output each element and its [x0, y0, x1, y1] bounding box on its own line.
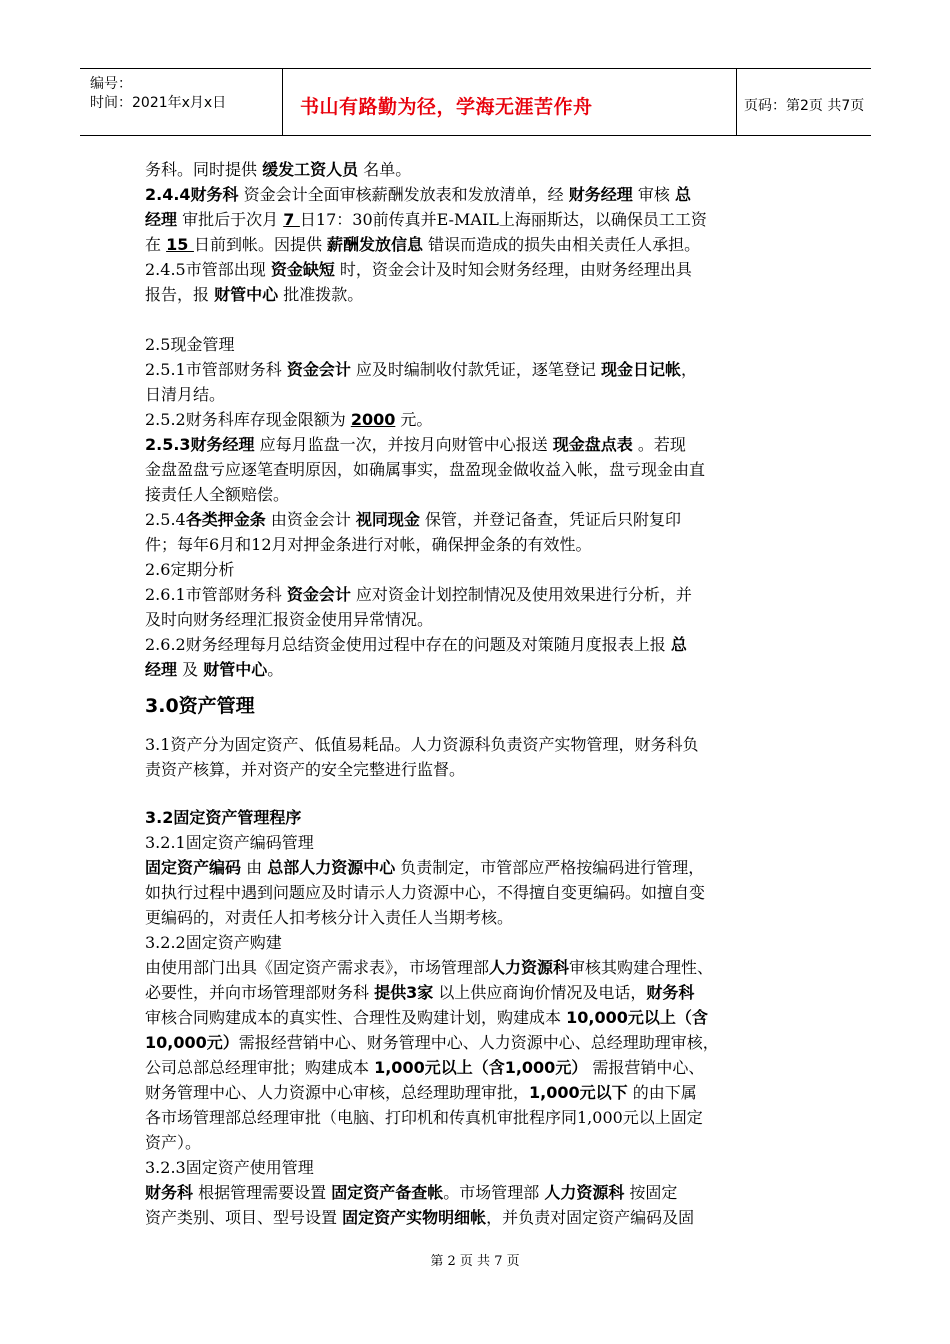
text-line: 审核合同购建成本的真实性、合理性及购建计划，购建成本 10,000元以上（含	[145, 1008, 708, 1027]
text-line: 接责任人全额赔偿。	[145, 485, 290, 504]
text-line: 2.5现金管理	[145, 335, 235, 354]
text-line: 经理 审批后于次月 7 日17：30前传真并E-MAIL上海丽斯达，以确保员工工资	[145, 210, 707, 229]
motto: 书山有路勤为径，学海无涯苦作舟	[300, 96, 593, 118]
text-line: 各市场管理部总经理审批（电脑、打印机和传真机审批程序同1,000元以上固定	[145, 1108, 703, 1127]
text-line: 必要性，并向市场管理部财务科 提供3家 以上供应商询价情况及电话，财务科	[145, 983, 695, 1002]
header-motto-cell	[282, 69, 737, 135]
text-line: 3.2.3固定资产使用管理	[145, 1158, 314, 1177]
text-line: 2.5.2财务科库存现金限额为 2000 元。	[145, 410, 433, 429]
text-line: 3.1资产分为固定资产、低值易耗品。人力资源科负责资产实物管理，财务科负	[145, 735, 699, 754]
text-line: 资产类别、项目、型号设置 固定资产实物明细帐，并负责对固定资产编码及固	[145, 1208, 695, 1227]
header-page-cell	[736, 69, 870, 135]
text-line: 2.5.3财务经理 应每月监盘一次，并按月向财管中心报送 现金盘点表 。若现	[145, 435, 686, 454]
text-line: 公司总部总经理审批；购建成本 1,000元以上（含1,000元） 需报营销中心、	[145, 1058, 705, 1077]
text-line: 及时向财务经理汇报资金使用异常情况。	[145, 610, 434, 629]
text-line: 如执行过程中遇到问题应及时请示人力资源中心，不得擅自变更编码。如擅自变	[145, 883, 706, 902]
text-line: 日清月结。	[145, 385, 226, 404]
section-heading: 3.0资产管理	[145, 695, 255, 717]
text-line: 2.6.1市管部财务科 资金会计 应对资金计划控制情况及使用效果进行分析，并	[145, 585, 692, 604]
text-line: 2.6.2财务经理每月总结资金使用过程中存在的问题及对策随月度报表上报 总	[145, 635, 687, 654]
page-label: 页码：第2页 共7页	[744, 98, 865, 114]
text-line: 10,000元）需报经营销中心、财务管理中心、人力资源中心、总经理助理审核，	[145, 1033, 719, 1052]
header-meta-cell	[80, 69, 283, 135]
text-line: 报告，报 财管中心 批准拨款。	[145, 285, 364, 304]
text-line: 资产）。	[145, 1133, 202, 1152]
text-line: 责资产核算，并对资产的安全完整进行监督。	[145, 760, 466, 779]
text-line: 经理 及 财管中心。	[145, 660, 284, 679]
text-line: 务科。同时提供 缓发工资人员 名单。	[145, 160, 412, 179]
code-label: 编号：	[90, 76, 132, 92]
text-line: 2.4.5市管部出现 资金缺短 时，资金会计及时知会财务经理，由财务经理出具	[145, 260, 692, 279]
text-line: 3.2.1固定资产编码管理	[145, 833, 314, 852]
text-line: 2.5.1市管部财务科 资金会计 应及时编制收付款凭证，逐笔登记 现金日记帐，	[145, 360, 698, 379]
text-line: 财务管理中心、人力资源中心审核，总经理助理审批，1,000元以下 的由下属	[145, 1083, 697, 1102]
text-line: 由使用部门出具《固定资产需求表》，市场管理部人力资源科审核其购建合理性、	[145, 958, 714, 977]
page-footer: 第 2 页 共 7 页	[430, 1254, 520, 1269]
text-line: 3.2.2固定资产购建	[145, 933, 282, 952]
text-line: 更编码的，对责任人扣考核分计入责任人当期考核。	[145, 908, 514, 927]
text-line: 2.6定期分析	[145, 560, 235, 579]
text-line: 件；每年6月和12月对押金条进行对帐，确保押金条的有效性。	[145, 535, 592, 554]
text-line: 2.5.4各类押金条 由资金会计 视同现金 保管，并登记备查，凭证后只附复印	[145, 510, 682, 529]
header-table	[80, 68, 871, 136]
date-label: 时间：2021年x月x日	[90, 95, 227, 111]
text-line: 固定资产编码 由 总部人力资源中心 负责制定，市管部应严格按编码进行管理，	[145, 858, 705, 877]
text-line: 财务科 根据管理需要设置 固定资产备查帐。市场管理部 人力资源科 按固定	[145, 1183, 678, 1202]
text-line: 2.4.4财务科 资金会计全面审核薪酬发放表和发放清单，经 财务经理 审核 总	[145, 185, 691, 204]
text-line: 金盘盈盘亏应逐笔查明原因，如确属事实，盘盈现金做收益入帐，盘亏现金由直	[145, 460, 706, 479]
text-line: 3.2固定资产管理程序	[145, 808, 302, 827]
text-line: 在 15 日前到帐。因提供 薪酬发放信息 错误而造成的损失由相关责任人承担。	[145, 235, 701, 254]
